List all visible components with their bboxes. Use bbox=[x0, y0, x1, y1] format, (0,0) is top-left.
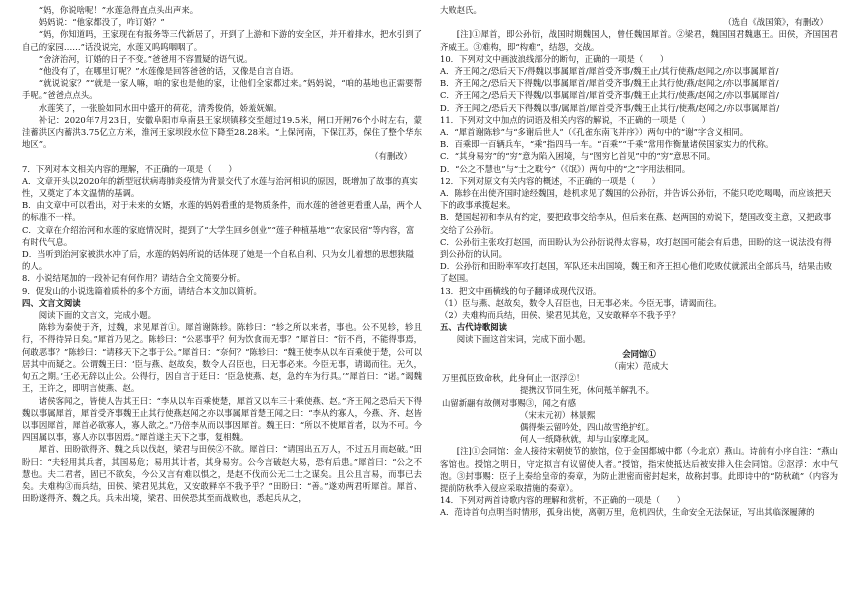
question-14: 14．下列对两首诗歌内容的理解和赏析，不正确的一项是（ ） bbox=[440, 495, 686, 506]
q10-option-b: B．齐王闻之/恐后天下得魏/以事属犀首/犀首受齐事/魏王止其行使/燕/赵闻之/亦以事属犀首/ bbox=[440, 78, 779, 89]
q10-option-d: D．齐王闻之/恐后天下得魏以事/属犀首/犀首受齐事/魏王止其行/使燕/赵闻之/亦以事属犀首/ bbox=[440, 102, 780, 113]
question-9: 9．促发山的小说选篇着质朴的多个方面，请结合本文加以简析。 bbox=[22, 285, 262, 296]
section-5-heading: 五、古代诗歌阅读 bbox=[440, 322, 507, 333]
poem-author-2: （宋末元初）林景熙 bbox=[520, 409, 596, 420]
q12-option-d: D．公孙衍和田盼率军攻打赵国，军队还未出国境，魏王和齐王担心他们吃败仗就派出全部兵马，结果击败了赵国。 bbox=[440, 261, 832, 284]
poem-author: （南宋）范成大 bbox=[609, 360, 669, 371]
q7-option-a: A．文章开头以2020年的新型冠状病毒肺炎疫情为背景交代了水莲与治河相识的原因，既增加了故事的真实性，又奠定了本文温情的基调。 bbox=[22, 175, 418, 199]
story-line: “舍济治河，订婚的日子不变。”爸爸用不容置疑的语气说。 bbox=[38, 53, 253, 64]
classical-paragraph: 犀首、田盼欲得齐、魏之兵以伐赵，梁君与田侯②不欲。犀首曰：“请国出五万人，不过五月而赵破。”田盼曰：“夫轻用其兵者，其国易危；易用其计者，其身易穷。公今言破赵大易，恐有后患。”犀首曰：“公之不慧也。夫二君者，固已不欲矣，今公又言有难以惧之，是赵不伐而公无二士之谋矣。且公且言易，而事已去矣。夫难构③而兵结，田侯、梁君见其危，又安敢释卒不我予乎？”田盼曰：“善。”遂劝两君听犀首。犀首、田盼遂得齐、魏之兵。兵未出境，梁君、田侯恐其至而战败也，悉起兵从之， bbox=[22, 444, 422, 504]
poem-line: 何人一纸降秋就，却与山家摩北风。 bbox=[520, 434, 654, 445]
story-line: “他没有了，在哪里订呢？”水莲像是回答爸爸的话，又像是自言自语。 bbox=[38, 66, 299, 77]
q11-option-a: A．“犀首谢陈轸”与“多谢后世人”（《孔雀东南飞并序》）两句中的“谢”字含义相同。 bbox=[440, 127, 749, 138]
q7-option-d: D．当听到治河家被洪水冲了后，水莲的妈妈所说的话体现了她是一个自私自利、只为女儿着想的思想狭隘的人。 bbox=[22, 249, 414, 272]
story-line: 妈妈说：“他家都没了，咋订婚？” bbox=[38, 17, 165, 28]
story-line: “妈，你说啥呢！”水莲急得直点头出声来。 bbox=[38, 5, 199, 15]
section-4-heading: 四、文言文阅读 bbox=[22, 297, 81, 308]
q11-option-c: C．“其身易穷”的“穷”意为陷入困境，与“图穷匕首见”中的“穷”意思不同。 bbox=[440, 151, 716, 162]
story-appendix: 补记：2020年7月23日，安徽阜阳市阜南县王家坝镇移交至超过19.5米，闸口开闸76个小时左右，蒙洼蓄洪区内蓄洪3.75亿立方米，淮河王家坝段水位下降至28.28米。“上保河南，下保江苏，保住了整个华东地区”。 bbox=[22, 114, 422, 150]
q14-option-a: A．范诗首句点明当时情形，孤身出使，离朝万里，危机四伏，生命安全无法保证，写出其临深履薄的 bbox=[440, 507, 815, 518]
q10-option-a: A．齐王闻之/恐后天下/得魏以事属犀首/犀首受齐事/魏王止/其行使燕/赵闻之/亦以事属犀首/ bbox=[440, 66, 779, 77]
question-7: 7．下列对本文相关内容的理解，不正确的一项是（ ） bbox=[22, 163, 237, 174]
classical-paragraph: 诸侯客闻之，皆使人告其王曰：“李从以车百乘使楚，犀首又以车三十乘使燕、赵。”齐王闻之恐后天下得魏以事属犀首，犀首受齐事魏王止其行使燕赵闻之亦以事属犀首楚王闻之曰：“李从约寡人，今燕、齐、赵皆以事因犀首，犀首必欲寡人，寡人欲之。”乃倍李从而以事因犀首。魏王曰：“所以不使犀首者，以为不可。今四国属以事，寡人亦以事因焉。”犀首遂主天下之事，复相魏。 bbox=[22, 395, 422, 443]
left-column bbox=[22, 4, 422, 504]
passage-notes: [注]①犀首，即公孙衍，战国时期魏国人，曾任魏国犀首。②梁君，魏国国君魏惠王。田侯，齐国国君齐威王。③难构，即“构难”，结怨，交战。 bbox=[440, 29, 838, 52]
poem-title: 会同馆① bbox=[622, 348, 656, 359]
q13-item-1: （1）臣与燕、赵故矣，数令人召臣也，曰无事必来。今臣无事，请谒而往。 bbox=[440, 297, 722, 308]
question-8: 8．小说结尾加的一段补记有何作用？请结合全文简要分析。 bbox=[22, 273, 246, 284]
q7-option-b: B．由文章中可以看出，对于未来的女婿，水莲的妈妈看重的是物质条件，而水莲的爸爸更看重人品，两个人的标准不一样。 bbox=[22, 200, 422, 223]
poem-line: 提携汉节同生死，休问羝羊解乳不。 bbox=[520, 385, 654, 396]
q11-option-d: D．“公之不慧也”与“士之耽兮”（《氓》）两句中的“之”字用法相同。 bbox=[440, 163, 691, 174]
q12-option-a: A．陈轸在出使齐国时途经魏国，趁机求见了魏国的公孙衍，并告诉公孙衍，不能只吃吃喝喝，而应该把天下的政事承揽起来。 bbox=[440, 188, 832, 211]
classical-paragraph: 陈轸为秦使于齐，过魏，求见犀首①。犀首谢陈轸。陈轸曰：“轸之所以来者，事也。公不见轸，轸且行，不得待异日矣。”犀首乃见之。陈轸曰：“公恶事乎？何为饮食而无事？”犀首曰：“衍不肖，不能得事焉，何敢恶事？”陈轸曰：“请移天下之事于公。”犀首曰：“奈何？”陈轸曰：“魏王使李从以车百乘使于楚，公可以居其中而疑之。公谓魏王曰：‘臣与燕、赵故矣，数令人召臣也，曰无事必来。今臣无事，请谒而往。无久，旬五之期。’王必无辞以止公。公得行，因自言于廷曰：‘臣急使燕、赵，急约车为行具。’”犀首曰：“诺。”谒魏王，王许之，即明言使燕、赵。 bbox=[22, 322, 422, 394]
right-column bbox=[440, 4, 838, 519]
question-10: 10．下列对文中画波浪线部分的断句，正确的一项是（ ） bbox=[440, 53, 669, 64]
poem-line: 山留新翮有故侧对事赐③，闻之有感 bbox=[442, 397, 576, 408]
story-line: 水莲笑了，一张脸如同水田中盛开的荷花，清秀俊俏，娇羞妩媚。 bbox=[38, 102, 282, 113]
poem-line: 偶得柴云留吟处，四山故雪绝护红。 bbox=[520, 421, 654, 432]
poem-line: 万里孤臣致命秋，此身何止一沤浮②！ bbox=[442, 373, 585, 384]
question-12: 12．下列对原文有关内容的概述，不正确的一项是（ ） bbox=[440, 175, 661, 186]
q13-item-2: （2）夫难构而兵结，田侯、梁君见其危，又安敢释卒不我予乎？ bbox=[440, 310, 680, 321]
section-5-intro: 阅读下面这首宋词，完成下面小题。 bbox=[456, 334, 591, 345]
passage-source: （选自《战国策》，有删改） bbox=[723, 17, 828, 28]
q7-option-c: C．文章在介绍治河和水莲的家庭情况时，提到了“大学生回乡创业”“莲子种植基地”“农家民宿”等内容，富有时代气息。 bbox=[22, 224, 415, 247]
story-line: “就说说家？”“就是一家人嘛，咱的家也是他的家，让他们全家都过来。”妈妈说，“咱的基地也正需要帮手呢。”爸爸点点头。 bbox=[22, 78, 422, 101]
passage-end: 大败赵氏。 bbox=[440, 5, 482, 15]
q11-option-b: B．百乘即一百辆兵车，“乘”指四马一车。“百乘”“千乘”常用作衡量诸侯国家实力的代称。 bbox=[440, 139, 774, 150]
q10-option-c: C．齐王闻之/恐后天下得魏/以事属犀首/犀首受齐事/魏王止其行/使燕/赵闻之/亦以事属犀首/ bbox=[440, 90, 779, 101]
question-13: 13．把文中画横线的句子翻译成现代汉语。 bbox=[440, 285, 602, 296]
poem-note: [注]①会同馆：金人接待宋朝使节的旅馆，位于金国都城中都（今北京）燕山。诗前有小序自注：“燕山客馆也。授馆之明日，守定拟言有议留使人者。”授馆，指宋使抵达后被安排入住会同馆。②沤浮：水中气泡。③封事赐：臣子上奏给皇帝的奏章，为防止泄密而密封起来，故称封事。此即诗中的“防秋疏”（内容为提前防秋季入侵应采取措施的奏章）。 bbox=[440, 446, 838, 493]
story-source: （有删改） bbox=[370, 151, 412, 162]
question-11: 11．下列对文中加点的词语及相关内容的解说，不正确的一项是（ ） bbox=[440, 114, 711, 125]
section-4-intro: 阅读下面的文言文，完成小题。 bbox=[38, 310, 157, 321]
q12-option-c: C．公孙衍主张攻打赵国，而田盼认为公孙衍说得太容易，攻打赵国可能会有后患，田盼的这一说法没有得到公孙衍的认同。 bbox=[440, 236, 832, 260]
story-line: “妈，你知道吗，王家现在有报务等三代新居了，开到了上游和下游的安全区，并开着排水，把水引到了自己的家园……”话没说完，水莲又呜呜咽咽了。 bbox=[22, 29, 422, 52]
q12-option-b: B．楚国起初和李从有约定，要把政事交给李从，但后来在燕、赵两国的劝说下，楚国改变主意，又把政事交给了公孙衍。 bbox=[440, 212, 832, 235]
